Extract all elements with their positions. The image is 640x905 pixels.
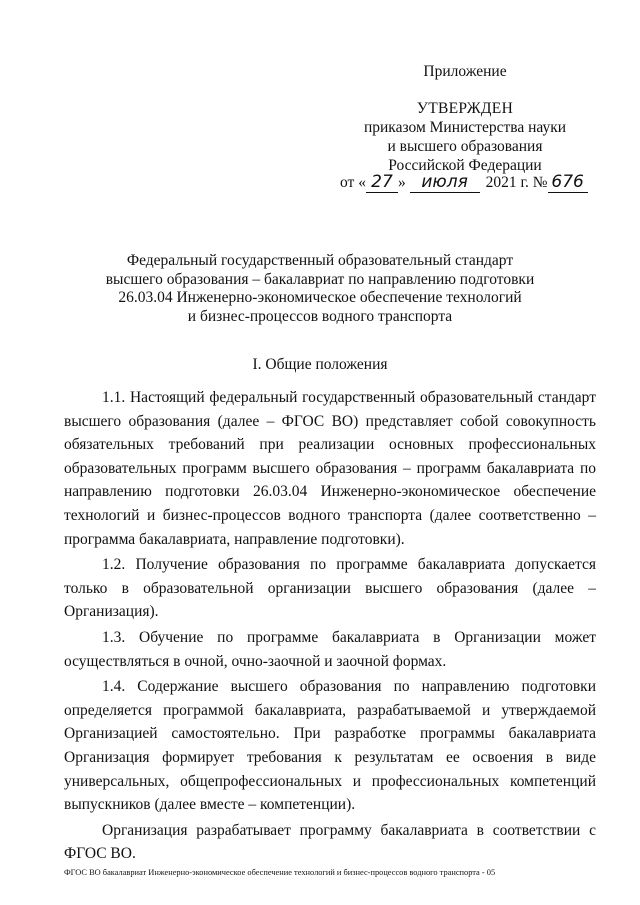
paragraph-1-4: 1.4. Содержание высшего образования по направлению подготовки определяется программой бакалавриата, разрабатываемой и утверждаемой Организацией самостоятельно. При разработке программы бакалавриата Организация формирует требования к результатам ее освоения в виде универсальных, общепрофессиональных и профессиональных компетенций выпускников (далее вместе – компетенции). xyxy=(64,678,596,814)
title-line-2: высшего образования – бакалавриат по направлению подготовки xyxy=(105,270,535,288)
order-day-handwritten: 27 xyxy=(366,172,398,193)
order-line-2: и высшего образования xyxy=(387,138,543,155)
document-body xyxy=(64,386,596,866)
order-mid: » xyxy=(397,174,406,191)
order-line-3: Российской Федерации xyxy=(388,157,542,174)
paragraph-1-1: 1.1. Настоящий федеральный государственный образовательный стандарт высшего образования (далее – ФГОС ВО) представляет собой совокупность обязательных требований при реализации основных профессиональных образовательных программ высшего образования – программ бакалавриата по направлению подготовки 26.03.04 Инженерно-экономическое обеспечение технологий и бизнес-процессов водного транспорта (далее соответственно – программа бакалавриата, направление подготовки). xyxy=(64,389,596,548)
title-line-4: и бизнес-процессов водного транспорта xyxy=(187,307,453,325)
annex-label: Приложение xyxy=(423,63,507,80)
document-title xyxy=(90,252,550,326)
order-prefix: от « xyxy=(340,174,366,191)
order-number-handwritten: 676 xyxy=(548,172,588,193)
paragraph-1-2: 1.2. Получение образования по программе бакалавриата допускается только в образовательной организации высшего образования (далее – Организация). xyxy=(64,556,596,621)
order-month-handwritten: июля xyxy=(410,172,480,193)
section-heading: I. Общие положения xyxy=(252,356,388,373)
order-date-number xyxy=(340,172,588,193)
title-line-3: 26.03.04 Инженерно-экономическое обеспечение технологий xyxy=(118,289,522,306)
paragraph-1-3: 1.3. Обучение по программе бакалавриата в Организации может осуществляться в очной, очно-заочной и заочной формах. xyxy=(64,628,596,670)
order-line-1: приказом Министерства науки xyxy=(363,119,567,136)
title-line-1: Федеральный государственный образовательный стандарт xyxy=(126,252,514,269)
order-year: 2021 г. № xyxy=(485,174,548,191)
approved-label: УТВЕРЖДЕН xyxy=(416,100,514,117)
page-footer: ФГОС ВО бакалавриат Инженерно-экономическое обеспечение технологий и бизнес-процессов водного транспорта - 05 xyxy=(64,868,496,877)
paragraph-organization: Организация разрабатывает программу бакалавриата в соответствии с ФГОС ВО. xyxy=(64,821,596,863)
approval-block xyxy=(330,62,600,175)
